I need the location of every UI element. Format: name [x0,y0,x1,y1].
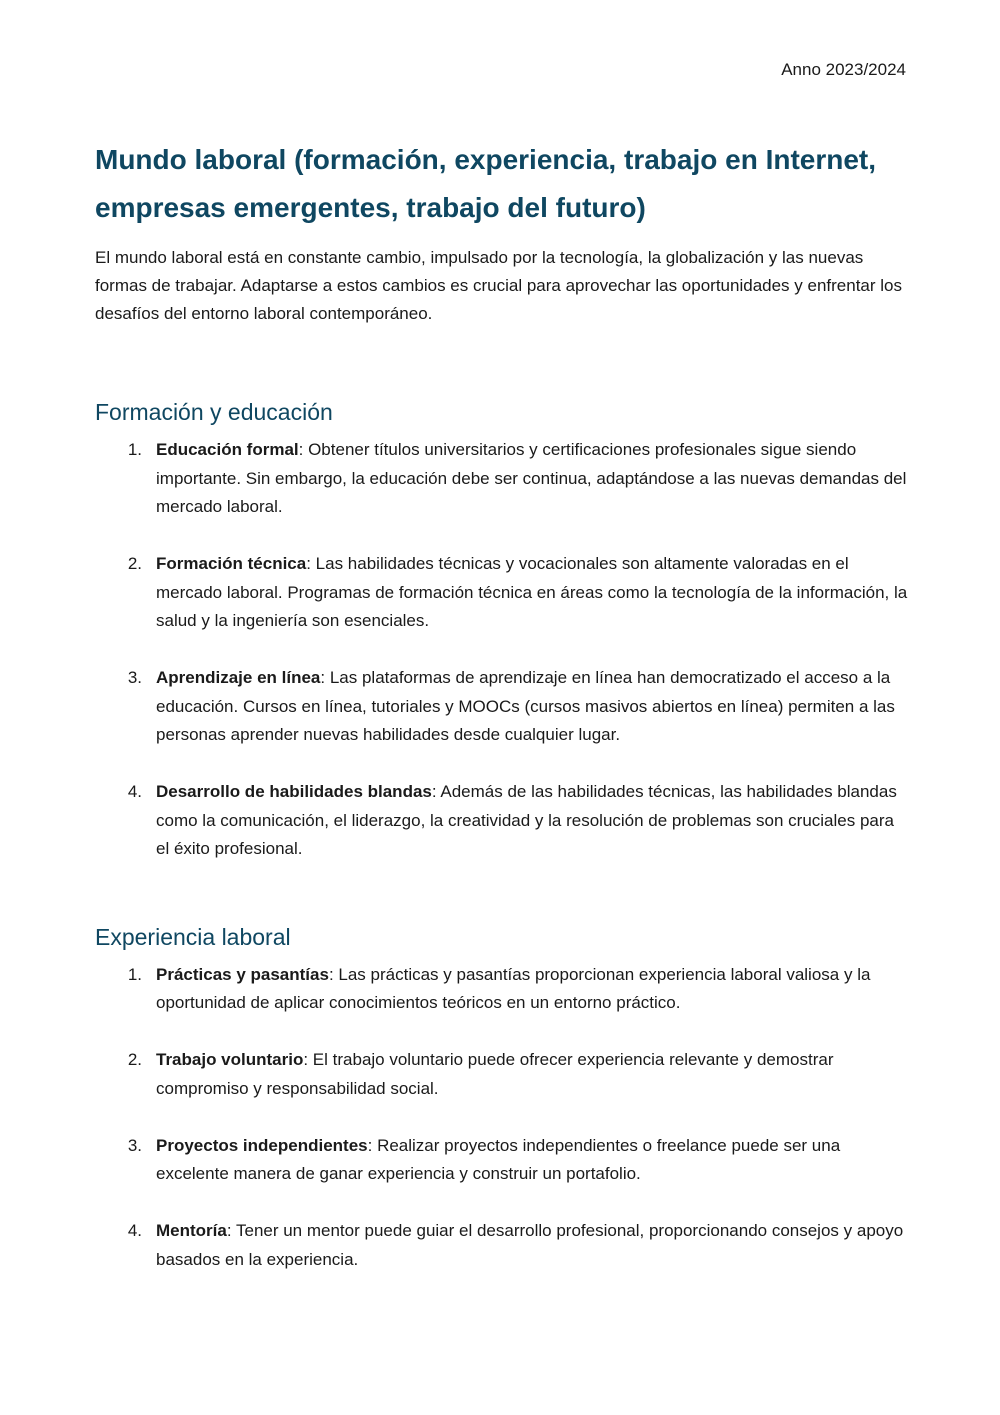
document-title: Mundo laboral (formación, experiencia, trabajo en Internet, empresas emergentes, trabajo del futuro) [95,144,877,223]
document-content [95,136,910,1274]
item-text: : El trabajo voluntario puede ofrecer experiencia relevante y demostrar compromiso y responsabilidad social. [156,1050,834,1098]
item-term: Proyectos independientes [156,1135,368,1155]
item-term: Trabajo voluntario [156,1050,304,1069]
item-body [156,1046,910,1103]
item-text: : Tener un mentor puede guiar el desarrollo profesional, proporcionando consejos y apoyo basados en la experiencia. [156,1221,904,1269]
item-body [156,664,910,750]
section-heading-formacion: Formación y educación [95,399,333,425]
item-number: 3. [127,668,142,687]
item-body [156,1132,910,1189]
item-number: 2. [127,554,142,573]
item-body [156,436,910,522]
item-text: : Las plataformas de aprendizaje en línea han democratizado el acceso a la educación. Cursos en línea, tutoriales y MOOCs (cursos masivos abiertos en línea) permiten a las personas aprender nuevas habilidades desde cualquier lugar. [156,668,895,744]
list-item [95,1217,910,1274]
header-year: Anno 2023/2024 [781,60,906,79]
list-item [95,550,910,636]
list-item [95,664,910,750]
list-item [95,436,910,522]
item-text: : Las habilidades técnicas y vocacionales son altamente valoradas en el mercado laboral. Programas de formación técnica en áreas como la tecnología de la información, la salud y la ingeniería son esenciales. [156,554,908,630]
formacion-list [95,436,910,864]
list-item [95,1132,910,1189]
item-term: Educación formal [156,440,299,459]
intro-paragraph: El mundo laboral está en constante cambio, impulsado por la tecnología, la globalización y las nuevas formas de trabajar. Adaptarse a estos cambios es crucial para aprovechar las oportunidades y enfrentar los desafíos del entorno laboral contemporáneo. [95,248,902,323]
list-item [95,961,910,1018]
item-number: 2. [127,1050,142,1069]
item-number: 4. [127,782,142,801]
item-term: Desarrollo de habilidades blandas [156,782,432,801]
item-term: Prácticas y pasantías [156,964,329,984]
item-body [156,1217,910,1274]
item-text: : Las prácticas y pasantías proporcionan experiencia laboral valiosa y la oportunidad de aplicar conocimientos teóricos en un entorno práctico. [156,964,871,1012]
item-body [156,550,910,636]
section-heading-experiencia: Experiencia laboral [95,923,291,950]
item-text: : Además de las habilidades técnicas, las habilidades blandas como la comunicación, el liderazgo, la creatividad y la resolución de problemas son cruciales para el éxito profesional. [156,782,897,858]
experiencia-list [95,961,910,1275]
item-body [156,961,910,1018]
item-number: 1. [127,964,142,984]
item-term: Mentoría [156,1221,227,1240]
item-text: : Realizar proyectos independientes o freelance puede ser una excelente manera de ganar experiencia y construir un portafolio. [156,1135,841,1183]
item-term: Formación técnica [156,554,307,573]
list-item [95,1046,910,1103]
item-number: 4. [127,1221,142,1240]
item-text: : Obtener títulos universitarios y certificaciones profesionales sigue siendo importante. Sin embargo, la educación debe ser continua, adaptándose a las nuevas demandas del mercado laboral. [156,440,907,516]
item-body [156,778,910,864]
item-number: 1. [127,440,142,459]
item-number: 3. [127,1135,142,1155]
item-term: Aprendizaje en línea [156,668,321,687]
list-item [95,778,910,864]
